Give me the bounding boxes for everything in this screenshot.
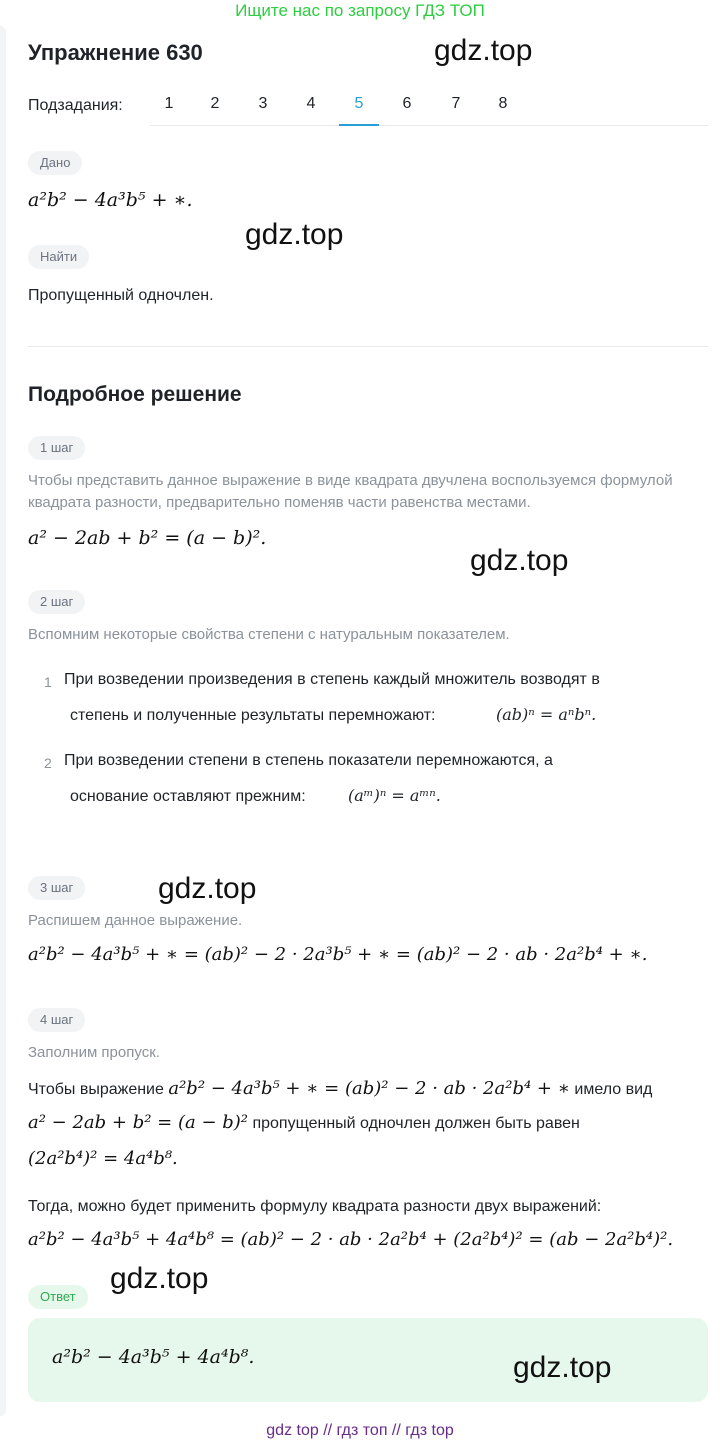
footer-links[interactable]: gdz top // гдз топ // гдз top: [266, 1422, 454, 1439]
answer-badge: Ответ: [28, 1285, 88, 1309]
list-item-text: степень и полученные результаты перемножают:: [70, 707, 436, 724]
step-4-paragraph-2: Тогда, можно будет применить формулу квадрата разности двух выражений:: [28, 1198, 602, 1215]
watermark: gdz.top: [110, 1262, 209, 1295]
step-4-formula: a²b² − 4a³b⁵ + ∗ = (ab)² − 2 · ab · 2a²b⁴ + ∗: [168, 1078, 570, 1099]
step-3-badge: 3 шаг: [28, 876, 85, 900]
list-item-formula: (ab)ⁿ = aⁿbⁿ.: [496, 705, 597, 724]
step-4-hint: Заполним пропуск.: [28, 1044, 160, 1061]
step-3-hint: Распишем данное выражение.: [28, 912, 243, 929]
tab-subtask-5[interactable]: 5: [339, 95, 379, 126]
tab-subtask-6[interactable]: 6: [402, 95, 412, 112]
list-item-formula: (aᵐ)ⁿ = aᵐⁿ.: [348, 786, 441, 805]
tab-subtask-7[interactable]: 7: [451, 95, 461, 112]
given-badge: Дано: [28, 151, 82, 175]
step-2-badge: 2 шаг: [28, 590, 85, 614]
step-4-paragraph-1: [28, 1078, 652, 1099]
subtasks-label: Подзадания:: [28, 97, 123, 114]
step-1-hint: Чтобы представить данное выражение в виде квадрата двучлена воспользуемся формулой квадрата разности, предварительно поменяв части равенства местами.: [28, 472, 673, 511]
answer-expression: a²b² − 4a³b⁵ + 4a⁴b⁸.: [52, 1346, 255, 1368]
step-1-formula: a² − 2ab + b² = (a − b)².: [28, 527, 267, 549]
tab-subtask-3[interactable]: 3: [258, 95, 268, 112]
list-item-text: основание оставляют прежним:: [70, 788, 306, 805]
watermark: gdz.top: [158, 872, 257, 905]
subtasks-nav: [28, 92, 708, 126]
find-text: Пропущенный одночлен.: [28, 287, 214, 304]
step-4-paragraph-1-line-2: [28, 1112, 580, 1133]
list-item-text: При возведении произведения в степень каждый множитель возводят в: [64, 671, 600, 688]
watermark: gdz.top: [513, 1351, 612, 1384]
top-banner[interactable]: Ищите нас по запросу ГДЗ ТОП: [235, 1, 485, 20]
step-4-formula: a² − 2ab + b² = (a − b)²: [28, 1112, 249, 1133]
step-4-badge: 4 шаг: [28, 1008, 85, 1032]
tab-subtask-8[interactable]: 8: [498, 95, 508, 112]
list-item-number: 1: [44, 674, 52, 690]
step-4-final-formula: a²b² − 4a³b⁵ + 4a⁴b⁸ = (ab)² − 2 · ab · 2a²b⁴ + (2a²b⁴)² = (ab − 2a²b⁴)².: [28, 1229, 674, 1250]
list-item-number: 2: [44, 755, 52, 771]
watermark: gdz.top: [245, 218, 344, 251]
given-expression: a²b² − 4a³b⁵ + ∗.: [28, 189, 193, 211]
tab-subtask-2[interactable]: 2: [210, 95, 220, 112]
step-4-text: Чтобы выражение: [28, 1081, 164, 1098]
watermark: gdz.top: [434, 34, 533, 67]
find-badge: Найти: [28, 245, 89, 269]
section-divider: [28, 346, 708, 347]
page-title: Упражнение 630: [28, 40, 203, 65]
solution-title: Подробное решение: [28, 383, 242, 406]
step-2-hint: Вспомним некоторые свойства степени с натуральным показателем.: [28, 626, 510, 643]
step-4-text: имело вид: [574, 1081, 653, 1098]
tab-subtask-1[interactable]: 1: [164, 95, 174, 112]
tab-subtask-4[interactable]: 4: [306, 95, 316, 112]
step-3-formula: a²b² − 4a³b⁵ + ∗ = (ab)² − 2 · 2a³b⁵ + ∗ = (ab)² − 2 · ab · 2a²b⁴ + ∗.: [28, 944, 648, 965]
step-4-result-formula: (2a²b⁴)² = 4a⁴b⁸.: [28, 1148, 178, 1169]
list-item-text: При возведении степени в степень показатели перемножаются, а: [64, 752, 553, 769]
step-1-badge: 1 шаг: [28, 436, 85, 460]
watermark: gdz.top: [470, 544, 569, 577]
step-4-text: пропущенный одночлен должен быть равен: [252, 1115, 580, 1132]
card-edge: [0, 26, 6, 1416]
